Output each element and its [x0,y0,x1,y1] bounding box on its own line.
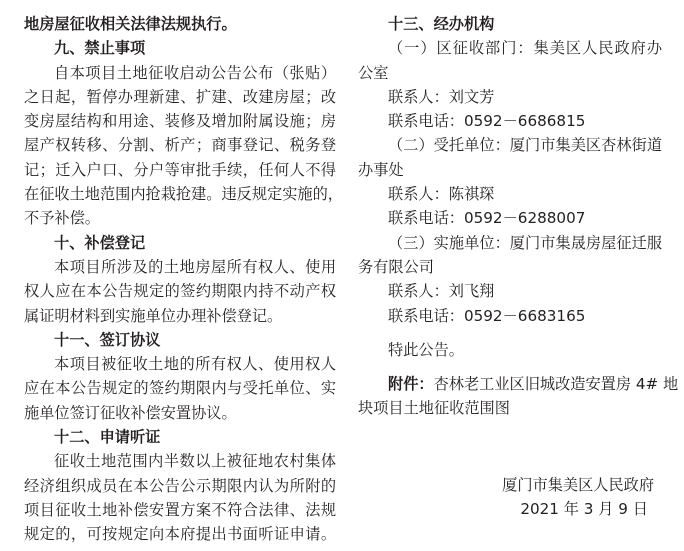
section-10-line: 属证明材料到实施单位办理补偿登记。 [24,306,283,325]
section-12-line: 项目征收土地补偿安置方案不符合法律、法规 [24,500,336,519]
unit-2-line: 办事处 [358,160,404,179]
section-9-line: 之日起，暂停办理新建、扩建、改建房屋；改 [24,87,336,106]
section-9-line: 记；迁入户口、分户等审批手续，任何人不得 [24,160,336,179]
section-10-heading: 十、补偿登记 [54,233,146,252]
section-11-line: 应在本公告规定的签约期限内与受托单位、实 [24,379,336,398]
attachment-title: 杏林老工业区旧城改造安置房 4# 地 [433,375,679,394]
unit-3-phone: 联系电话：0592－6683165 [388,306,586,325]
section-9-line: 在征收土地范围内抢栽抢建。违反规定实施的， [24,185,343,204]
section-9-line: 不予补偿。 [24,209,100,228]
section-9-line: 屋产权转移、分割、析产；商事登记、税务登 [24,136,336,155]
section-13-heading: 十三、经办机构 [388,15,495,33]
attachment-label: 附件： [388,375,434,394]
closing-notice: 特此公告。 [388,340,464,359]
unit-3-contact: 联系人：刘飞翔 [388,282,495,301]
right-column [358,0,679,521]
section-9-line: 自本项目土地征收启动公告公布（张贴） [54,63,336,82]
section-11-heading: 十一、签订协议 [54,330,161,349]
section-12-line: 规定的，可按规定向本府提出书面听证申请。 [24,525,336,544]
section-9-line: 变房屋结构和用途、装修及增加附属设施；房 [24,112,336,131]
issue-date: 2021 年 3 月 9 日 [520,500,648,519]
unit-2-contact: 联系人：陈祺琛 [388,185,495,204]
unit-2-line: （二）受托单位：厦门市集美区杏林街道 [388,136,662,155]
unit-3-line: （三）实施单位：厦门市集晟房屋征迁服 [388,233,662,252]
attachment-line: 块项目土地征收范围图 [358,399,510,418]
section-11-line: 施单位签订征收补偿安置协议。 [24,403,237,422]
section-12-heading: 十二、申请听证 [54,428,161,447]
section-10-line: 权人应在本公告规定的签约期限内持不动产权 [24,282,336,301]
section-12-line: 征收土地范围内半数以上被征地农村集体 [54,452,336,471]
unit-1-line: （一）区征收部门：集美区人民政府办 [388,39,662,58]
intro-line: 地房屋征收相关法律法规执行。 [24,15,237,33]
unit-3-line: 务有限公司 [358,257,434,276]
section-11-line: 本项目被征收土地的所有权人、使用权人 [54,355,336,374]
unit-1-line: 公室 [358,63,389,82]
section-9-heading: 九、禁止事项 [54,39,146,58]
issuer: 厦门市集美区人民政府 [502,475,654,494]
unit-2-phone: 联系电话：0592－6288007 [388,209,586,228]
unit-1-phone: 联系电话：0592－6686815 [388,112,586,131]
unit-1-contact: 联系人：刘文芳 [388,87,495,106]
section-12-line: 经济组织成员在本公告公示期限内认为所附的 [24,476,336,495]
attachment-line [358,372,679,396]
left-column [24,0,343,547]
section-10-line: 本项目所涉及的土地房屋所有权人、使用 [54,257,336,276]
